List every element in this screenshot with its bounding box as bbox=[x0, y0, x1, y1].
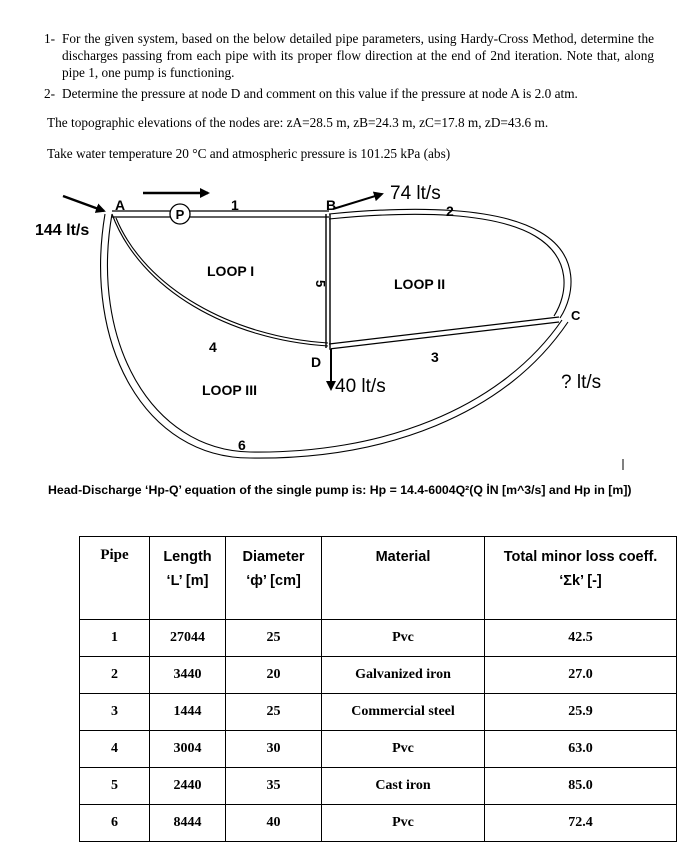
cell-minor-loss: 25.9 bbox=[485, 694, 677, 731]
cell-pipe: 3 bbox=[80, 694, 150, 731]
pump-equation: Head-Discharge ‘Hp-Q’ equation of the single pump is: Hp = 14.4-6004Q²(Q İN [m^3/s] and Hp in [m]) bbox=[48, 483, 632, 497]
cell-length: 3440 bbox=[150, 657, 226, 694]
cell-diameter: 25 bbox=[226, 620, 322, 657]
header-material bbox=[322, 537, 485, 620]
cell-pipe: 5 bbox=[80, 768, 150, 805]
cell-material: Pvc bbox=[322, 805, 485, 842]
pipe-3-label: 3 bbox=[431, 349, 439, 365]
cell-material: Pvc bbox=[322, 620, 485, 657]
topography-text: The topographic elevations of the nodes are: zA=28.5 m, zB=24.3 m, zC=17.8 m, zD=43.6 m. bbox=[47, 115, 549, 130]
pipe-1 bbox=[112, 211, 329, 217]
cell-diameter: 40 bbox=[226, 805, 322, 842]
header-minor-loss bbox=[485, 537, 677, 620]
table-row bbox=[80, 731, 677, 768]
pipe-2 bbox=[329, 209, 571, 318]
cell-diameter: 30 bbox=[226, 731, 322, 768]
inflow-label: 144 lt/s bbox=[35, 222, 90, 239]
table-row bbox=[80, 694, 677, 731]
pipe-1-label: 1 bbox=[231, 197, 239, 213]
question-number: 2- bbox=[44, 86, 56, 101]
pipe-6-label: 6 bbox=[238, 437, 246, 453]
cell-length: 1444 bbox=[150, 694, 226, 731]
cell-length: 2440 bbox=[150, 768, 226, 805]
pipe-6 bbox=[101, 214, 568, 458]
cell-diameter: 20 bbox=[226, 657, 322, 694]
pipe-5-label: 5 bbox=[313, 280, 328, 288]
inflow-arrow-icon bbox=[63, 196, 104, 211]
cell-minor-loss: 85.0 bbox=[485, 768, 677, 805]
cell-length: 3004 bbox=[150, 731, 226, 768]
cell-pipe: 1 bbox=[80, 620, 150, 657]
table-row bbox=[80, 805, 677, 842]
cell-pipe: 6 bbox=[80, 805, 150, 842]
header-minor-loss-title: Total minor loss coeff. bbox=[503, 549, 658, 565]
node-b-label: B bbox=[326, 197, 337, 213]
cell-material: Cast iron bbox=[322, 768, 485, 805]
header-length bbox=[150, 537, 226, 620]
header-material-title: Material bbox=[375, 549, 431, 565]
pipe-2-label: 2 bbox=[446, 203, 454, 219]
cell-minor-loss: 42.5 bbox=[485, 620, 677, 657]
cell-material: Galvanized iron bbox=[322, 657, 485, 694]
node-d-label: D bbox=[311, 354, 322, 370]
cell-length: 27044 bbox=[150, 620, 226, 657]
cell-pipe: 4 bbox=[80, 731, 150, 768]
outflow-b-label: 74 lt/s bbox=[390, 183, 441, 204]
table-row bbox=[80, 768, 677, 805]
cell-material: Pvc bbox=[322, 731, 485, 768]
node-c-label: C bbox=[571, 308, 581, 323]
pump-icon bbox=[170, 204, 190, 224]
outflow-c-label: ? lt/s bbox=[561, 372, 602, 393]
pipe-4-label: 4 bbox=[209, 339, 217, 355]
question-text: Determine the pressure at node D and comment on this value if the pressure at node A is 2.0 atm. bbox=[62, 86, 578, 101]
table-header-row bbox=[80, 537, 677, 620]
table-row bbox=[80, 620, 677, 657]
loop-1-label: LOOP I bbox=[207, 263, 255, 279]
node-a-label: A bbox=[115, 197, 126, 213]
cell-diameter: 25 bbox=[226, 694, 322, 731]
pipe-3 bbox=[329, 317, 559, 349]
cell-diameter: 35 bbox=[226, 768, 322, 805]
header-length-title: Length bbox=[163, 549, 212, 565]
loop-2-label: LOOP II bbox=[394, 276, 446, 292]
pipe-network-diagram bbox=[0, 170, 690, 480]
cell-minor-loss: 63.0 bbox=[485, 731, 677, 768]
cell-length: 8444 bbox=[150, 805, 226, 842]
cell-material: Commercial steel bbox=[322, 694, 485, 731]
conditions-text: Take water temperature 20 °C and atmospheric pressure is 101.25 kPa (abs) bbox=[47, 146, 451, 161]
outflow-d-label: 40 lt/s bbox=[335, 376, 386, 397]
loop-3-label: LOOP III bbox=[202, 382, 257, 398]
header-diameter-title: Diameter bbox=[242, 549, 305, 565]
cell-minor-loss: 72.4 bbox=[485, 805, 677, 842]
cell-minor-loss: 27.0 bbox=[485, 657, 677, 694]
question-2 bbox=[44, 85, 654, 102]
header-length-unit: ‘L’ [m] bbox=[166, 573, 209, 589]
cell-pipe: 2 bbox=[80, 657, 150, 694]
header-minor-loss-unit: ‘Σk’ [-] bbox=[559, 573, 602, 589]
table-row bbox=[80, 657, 677, 694]
header-diameter-unit: ‘ф’ [cm] bbox=[246, 573, 301, 589]
question-text: For the given system, based on the below detailed pipe parameters, using Hardy-Cross Method, determine the discharges passing from each pipe with its proper flow direction at the end of 2nd iteration. Note that, along pipe 1, one pump is functioning. bbox=[62, 31, 654, 80]
pipe-parameters-table bbox=[79, 536, 677, 842]
pump-label: P bbox=[175, 207, 185, 222]
pipe-4 bbox=[112, 214, 328, 346]
question-number: 1- bbox=[44, 31, 56, 46]
header-pipe: Pipe bbox=[80, 537, 150, 620]
header-diameter bbox=[226, 537, 322, 620]
question-list bbox=[44, 30, 654, 106]
outflow-b-arrow-icon bbox=[333, 194, 382, 209]
question-1 bbox=[44, 30, 654, 81]
